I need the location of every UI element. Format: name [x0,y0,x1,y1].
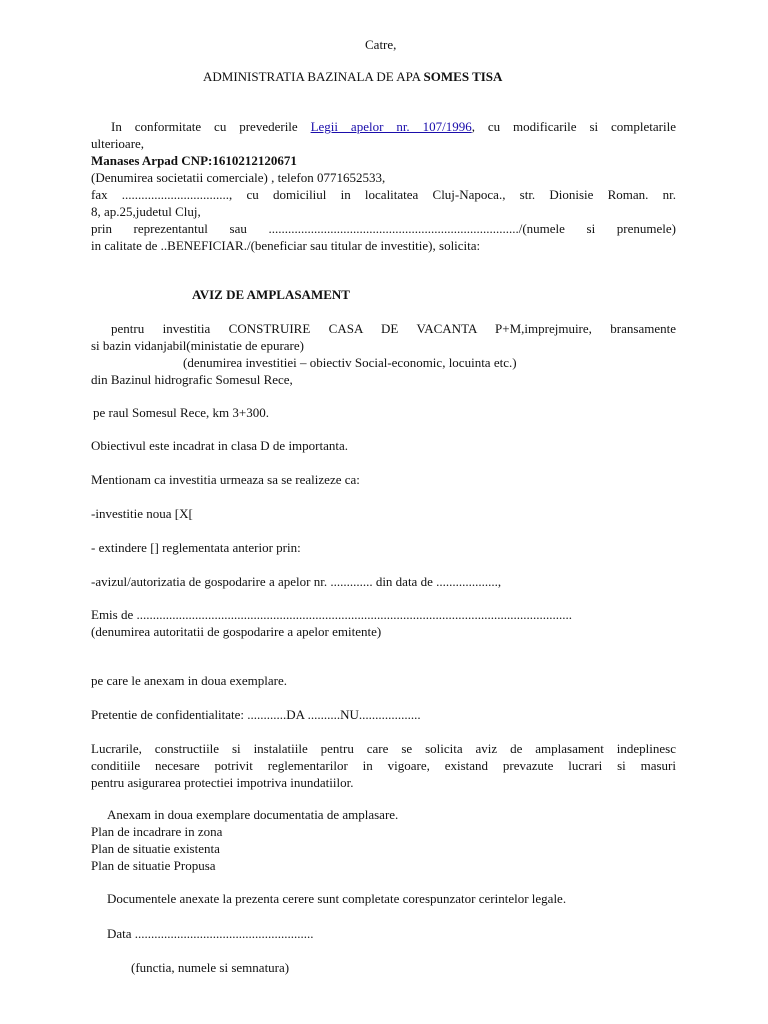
option-new-investment: -investitie noua [X[ [91,506,193,521]
address-line-2: 8, ap.25,judetul Cluj, [91,204,201,219]
applicant-name-cnp: Manases Arpad CNP:1610212120671 [91,153,297,168]
authority-prefix: ADMINISTRATIA BAZINALA DE APA [203,69,421,84]
investment-line-2: si bazin vidanjabil(ministatie de epurare) [91,338,304,353]
option-permit: -avizul/autorizatia de gospodarire a apelor nr. ............. din data de ..................., [91,574,502,589]
confidentiality-line: Pretentie de confidentialitate: ............DA ..........NU................... [91,707,421,722]
importance-class-line: Obiectivul este incadrat in clasa D de importanta. [91,438,349,453]
investment-line-1: pentru investitia CONSTRUIRE CASA DE VACANTA P+M,imprejmuire, bransamente [111,321,676,336]
document-title: AVIZ DE AMPLASAMENT [192,287,350,302]
annex-two-copies: pe care le anexam in doua exemplare. [91,673,287,688]
investment-hint: (denumirea investitiei – obiectiv Social-economic, locuinta etc.) [183,355,517,370]
realization-mention: Mentionam ca investitia urmeaza sa se realizeze ca: [91,472,360,487]
addressee-label: Catre, [365,37,397,52]
annex-item: Plan de incadrare in zona [91,824,223,839]
annexes-intro: Anexam in doua exemplare documentatia de amplasare. [107,807,399,822]
intro-part1: In conformitate cu prevederile [111,119,298,134]
option-extension: - extindere [] reglementata anterior prin: [91,540,301,555]
authority-heading [203,69,502,85]
representative-line: prin reprezentantul sau ............................................................................./(numele si prenumele) [91,221,676,236]
works-line-1: Lucrarile, constructiile si instalatiile pentru care se solicita aviz de amplasament indeplinesc [91,741,676,756]
fax-address-line: fax ................................., cu domiciliul in localitatea Cluj-Napoca., str. Dionisie Roman. nr. [91,187,676,202]
intro-line-2: ulterioare, [91,136,145,151]
documents-compliance-line: Documentele anexate la prezenta cerere sunt completate corespunzator cerintelor legale. [107,891,567,906]
authority-name: SOMES TISA [423,69,503,84]
company-line: (Denumirea societatii comerciale) , telefon 0771652533, [91,170,386,185]
works-line-3: pentru asigurarea protectiei impotriva inundatiilor. [91,775,354,790]
issuer-hint: (denumirea autoritatii de gospodarire a apelor emitente) [91,624,382,639]
river-line: pe raul Somesul Rece, km 3+300. [93,405,269,420]
law-link[interactable]: Legii apelor nr. 107/1996 [310,119,472,134]
quality-line: in calitate de ..BENEFICIAR./(beneficiar sau titular de investitie), solicita: [91,238,481,253]
signature-hint: (functia, numele si semnatura) [131,960,290,975]
intro-part2: , cu modificarile si completarile [471,119,677,134]
works-line-2: conditiile necesare potrivit reglementarilor in vigoare, existand prevazute lucrari si masuri [91,758,676,773]
date-line: Data ....................................................... [107,926,314,941]
basin-line: din Bazinul hidrografic Somesul Rece, [91,372,293,387]
intro-line [91,119,676,135]
annex-item: Plan de situatie existenta [91,841,220,856]
issuer-line: Emis de ...................................................................................................................................... [91,607,572,622]
document-page [91,0,676,1024]
annex-item: Plan de situatie Propusa [91,858,216,873]
